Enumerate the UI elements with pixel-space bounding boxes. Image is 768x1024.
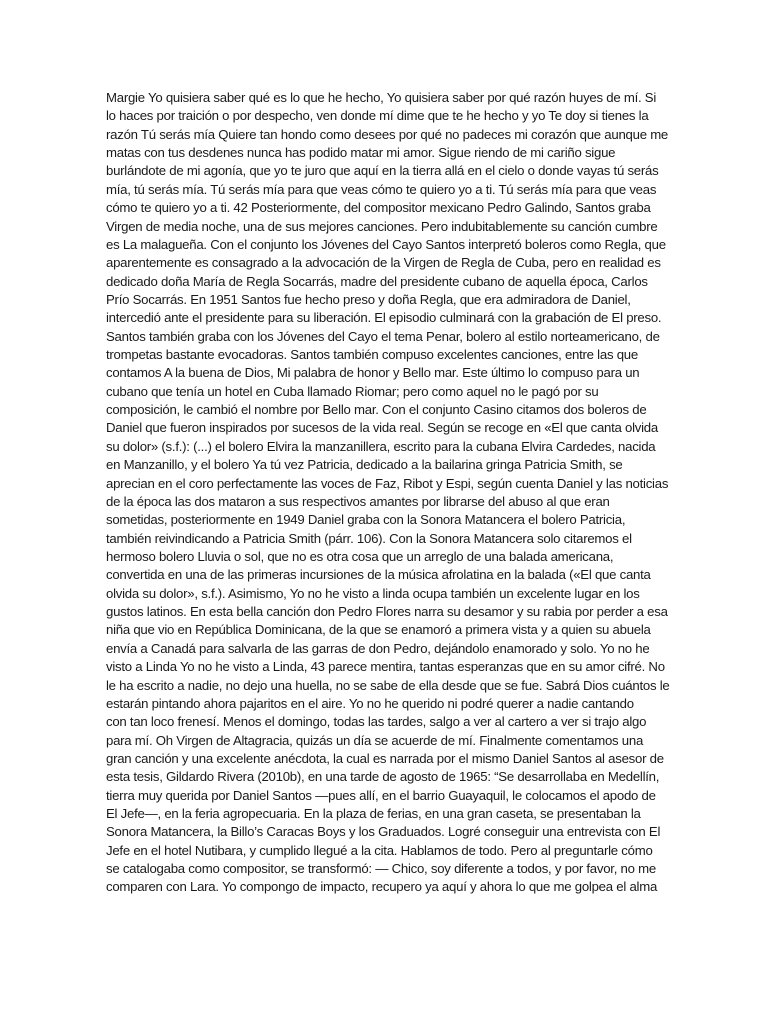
text-line: gran canción y una excelente anécdota, la cual es narrada por el mismo Daniel Santos al asesor de [106, 750, 664, 766]
text-line: intercedió ante el presidente para su liberación. El episodio culminará con la grabación de El preso. [106, 310, 662, 326]
text-line: su dolor» (s.f.): (...) el bolero Elvira la manzanillera, escrito para la cubana Elvira Cardedes, nacida [106, 438, 656, 454]
text-line: en Manzanillo, y el bolero Ya tú vez Patricia, dedicado a la bailarina gringa Patricia Smith, se [106, 457, 623, 473]
text-line: lo haces por traición o por despecho, ven donde mí dime que te he hecho y yo Te doy si tienes la [106, 108, 649, 124]
text-line: Santos también graba con los Jóvenes del Cayo el tema Penar, bolero al estilo norteamericano, de [106, 328, 660, 344]
text-line: contamos A la buena de Dios, Mi palabra de honor y Bello mar. Este último lo compuso para un [106, 365, 640, 381]
text-line: gustos latinos. En esta bella canción don Pedro Flores narra su desamor y su rabia por perder a esa [106, 604, 668, 620]
text-line: Jefe en el hotel Nutibara, y cumplido llegué a la cita. Hablamos de todo. Pero al preguntarle cómo [106, 842, 653, 858]
text-line: también reivindicando a Patricia Smith (párr. 106). Con la Sonora Matancera solo citaremos el [106, 530, 632, 546]
text-line: aparentemente es consagrado a la advocación de la Virgen de Regla de Cuba, pero en realidad es [106, 255, 661, 271]
text-line: Prío Socarrás. En 1951 Santos fue hecho preso y doña Regla, que era admiradora de Daniel, [106, 291, 631, 307]
text-line: le ha escrito a nadie, no dejo una huella, no se sabe de ella desde que se fue. Sabrá Dios cuántos le [106, 677, 670, 693]
body-text [106, 89, 670, 897]
text-line: aprecian en el coro perfectamente las voces de Faz, Ribot y Espi, según cuenta Daniel y las noticias [106, 475, 669, 491]
text-line: tierra muy querida por Daniel Santos —pues allí, en el barrio Guayaquil, le colocamos el apodo de [106, 787, 656, 803]
text-line: Virgen de media noche, una de sus mejores canciones. Pero indubitablemente su canción cumbre [106, 218, 658, 234]
text-line: estarán pintando ahora pajaritos en el aire. Yo no he querido ni podré querer a nadie cantando [106, 695, 634, 711]
text-line: matas con tus desdenes nunca has podido matar mi amor. Sigue riendo de mi cariño sigue [106, 145, 616, 161]
text-line: Sonora Matancera, la Billo’s Caracas Boys y los Graduados. Logré conseguir una entrevista con El [106, 824, 661, 840]
text-line: de la época las dos mataron a sus respectivos amantes por librarse del abuso al que eran [106, 493, 610, 509]
text-line: Margie Yo quisiera saber qué es lo que he hecho, Yo quisiera saber por qué razón huyes de mí. Si [106, 90, 657, 105]
text-line: con tan loco frenesí. Menos el domingo, todas las tardes, salgo a ver al cartero a ver si trajo algo [106, 714, 647, 730]
text-line: dedicado doña María de Regla Socarrás, madre del presidente cubano de aquella época, Carlos [106, 273, 648, 289]
text-line: olvida su dolor», s.f.). Asimismo, Yo no he visto a linda ocupa también un excelente lugar en los [106, 585, 640, 601]
text-line: envía a Canadá para salvarla de las garras de don Pedro, dejándolo enamorado y solo. Yo no he [106, 640, 650, 656]
text-line: niña que vio en República Dominicana, de la que se enamoró a primera vista y a quien su abuela [106, 622, 651, 638]
text-line: burlándote de mi agonía, que yo te juro que aquí en la tierra allá en el cielo o donde vayas tú serás [106, 163, 659, 179]
text-line: cómo te quiero yo a ti. 42 Posteriormente, del compositor mexicano Pedro Galindo, Santos graba [106, 200, 651, 216]
text-line: comparen con Lara. Yo compongo de impacto, recupero ya aquí y ahora lo que me golpea el alma [106, 879, 658, 895]
text-line: convertida en una de las primeras incursiones de la música afrolatina en la balada («El que canta [106, 567, 651, 583]
text-line: hermoso bolero Lluvia o sol, que no es otra cosa que un arreglo de una balada americana, [106, 548, 614, 564]
text-line: cubano que tenía un hotel en Cuba llamado Riomar; pero como aquel no le pagó por su [106, 383, 599, 399]
text-line: Daniel que fueron inspirados por sucesos de la vida real. Según se recoge en «El que canta olvida [106, 420, 658, 436]
text-line: para mí. Oh Virgen de Altagracia, quizás un día se acuerde de mí. Finalmente comentamos una [106, 732, 644, 748]
text-line: El Jefe—, en la feria agropecuaria. En la plaza de ferias, en una gran caseta, se presentaban la [106, 806, 641, 822]
text-line: se catalogaba como compositor, se transformó: — Chico, soy diferente a todos, y por favor, no me [106, 861, 656, 877]
text-line: mía, tú serás mía. Tú serás mía para que veas cómo te quiero yo a ti. Tú serás mía para que veas [106, 181, 657, 197]
text-line: visto a Linda Yo no he visto a Linda, 43 parece mentira, tantas esperanzas que en su amor cifré. No [106, 659, 665, 675]
text-line: esta tesis, Gildardo Rivera (2010b), en una tarde de agosto de 1965: “Se desarrollaba en Medellín, [106, 769, 660, 785]
text-line: razón Tú serás mía Quiere tan hondo como desees por qué no padeces mi corazón que aunque me [106, 126, 669, 142]
text-line: sometidas, posteriormente en 1949 Daniel graba con la Sonora Matancera el bolero Patricia, [106, 512, 626, 528]
text-line: es La malagueña. Con el conjunto los Jóvenes del Cayo Santos interpretó boleros como Regla, que [106, 236, 666, 252]
text-line: trompetas bastante evocadoras. Santos también compuso excelentes canciones, entre las que [106, 347, 638, 363]
text-line: composición, le cambió el nombre por Bello mar. Con el conjunto Casino citamos dos boleros de [106, 402, 647, 418]
